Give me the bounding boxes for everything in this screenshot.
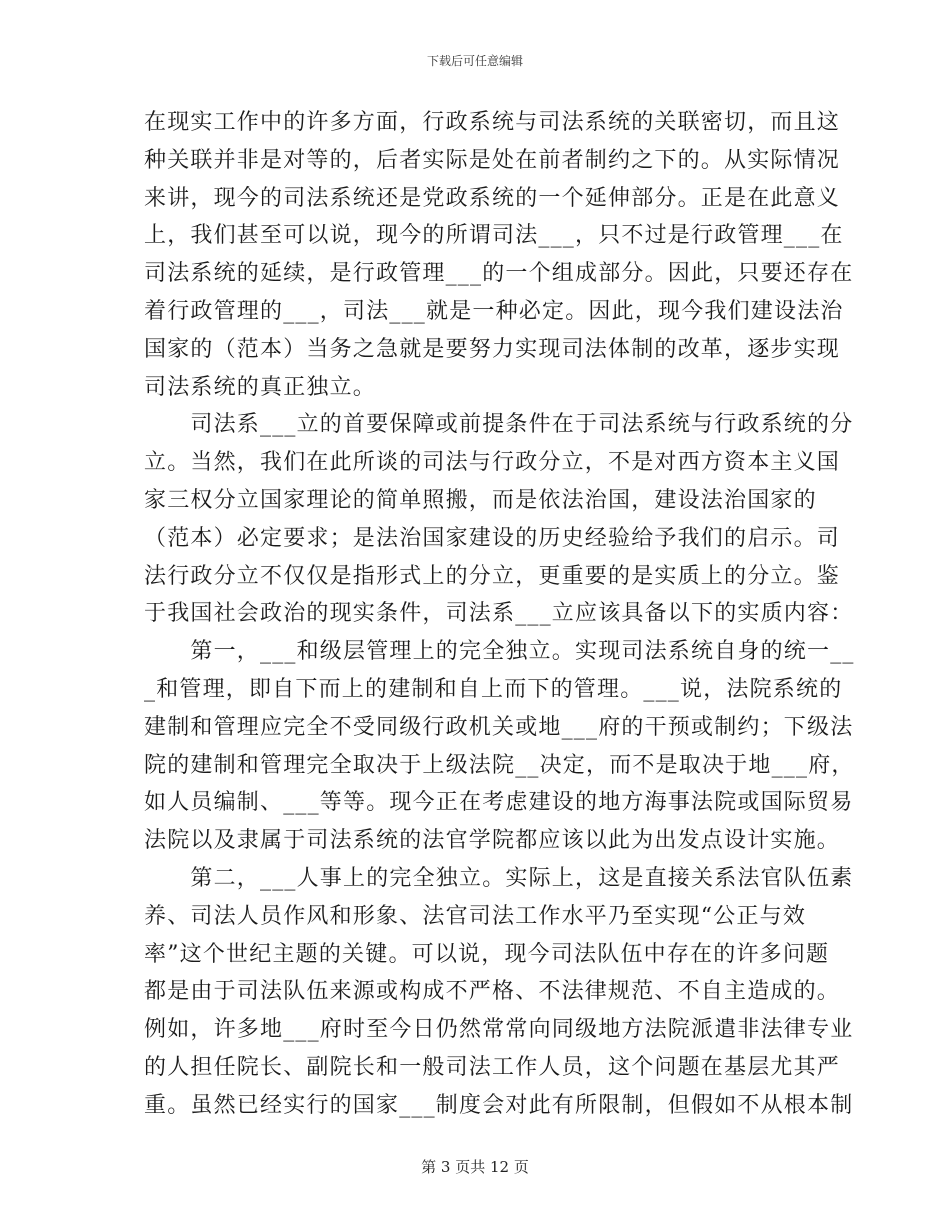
text-line: 第一，___和级层管理上的完全独立。实现司法系统自身的统一__ (144, 639, 855, 665)
text-line: 在现实工作中的许多方面，行政系统与司法系统的关联密切，而且这 (144, 110, 841, 135)
text-line: 司法系统的真正独立。 (144, 374, 377, 400)
text-line: 率”这个世纪主题的关键。可以说，现今司法队伍中存在的许多问题 (144, 941, 830, 967)
text-line: 第二，___人事上的完全独立。实际上，这是直接关系法官队伍素 (144, 865, 854, 891)
text-line: 司法系统的延续，是行政管理___的一个组成部分。因此，只要还存在 (144, 261, 854, 287)
text-line: 上，我们甚至可以说，现今的所谓司法___，只不过是行政管理___在 (144, 223, 844, 249)
text-line: 着行政管理的___，司法___就是一种必定。因此，现今我们建设法治 (144, 298, 844, 324)
text-line: 家三权分立国家理论的简单照搬，而是依法治国，建设法治国家的 (144, 487, 817, 513)
text-line: 种关联并非是对等的，后者实际是处在前者制约之下的。从实际情况 (144, 147, 841, 173)
text-line: 法院以及隶属于司法系统的法官学院都应该以此为出发点设计实施。 (144, 828, 841, 854)
text-line: 如人员编制、___等等。现今正在考虑建设的地方海事法院或国际贸易 (144, 790, 854, 816)
text-line: 院的建制和管理完全取决于上级法院__决定，而不是取决于地___府， (144, 752, 855, 778)
text-line: 都是由于司法队伍来源或构成不严格、不法律规范、不自主造成的。 (144, 979, 841, 1005)
text-line: 例如，许多地___府时至今日仍然常常向同级地方法院派遣非法律专业 (144, 1017, 854, 1043)
text-line: 的人担任院长、副院长和一般司法工作人员，这个问题在基层尤其严 (144, 1054, 841, 1080)
text-line: 于我国社会政治的现实条件，司法系___立应该具备以下的实质内容： (144, 601, 854, 627)
text-line: 立。当然，我们在此所谈的司法与行政分立，不是对西方资本主义国 (144, 450, 841, 476)
page-header: 下载后可任意编辑 (426, 54, 523, 68)
text-line: 建制和管理应完全不受同级行政机关或地___府的干预或制约；下级法 (144, 714, 854, 740)
text-line: （范本）必定要求；是法治国家建设的历史经验给予我们的启示。司 (144, 525, 841, 551)
text-line: 重。虽然已经实行的国家___制度会对此有所限制，但假如不从根本制 (144, 1092, 854, 1118)
document-body (144, 104, 855, 1125)
page-number: 第 3 页共 12 页 (421, 1158, 529, 1176)
text-line: 法行政分立不仅仅是指形式上的分立，更重要的是实质上的分立。鉴 (144, 563, 841, 589)
text-line: 国家的（范本）当务之急就是要努力实现司法体制的改革，逐步实现 (144, 336, 841, 362)
text-line: 司法系___立的首要保障或前提条件在于司法系统与行政系统的分 (144, 412, 854, 438)
text-line: 来讲，现今的司法系统还是党政系统的一个延伸部分。正是在此意义 (144, 185, 841, 211)
text-line: _和管理，即自下而上的建制和自上而下的管理。___说，法院系统的 (144, 676, 843, 702)
text-line: 养、司法人员作风和形象、法官司法工作水平乃至实现“公正与效 (144, 903, 807, 929)
